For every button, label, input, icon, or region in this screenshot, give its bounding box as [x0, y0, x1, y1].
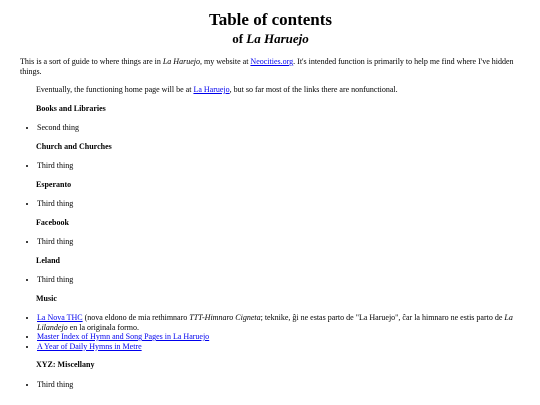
- section-list-esperanto: [20, 199, 521, 209]
- daily-hymns-link[interactable]: A Year of Daily Hymns in Metre: [37, 341, 142, 351]
- list-item: • Third thing: [37, 380, 521, 390]
- la-nova-thc-link[interactable]: La Nova THC: [37, 313, 83, 322]
- neocities-link[interactable]: Neocities.org: [250, 57, 294, 66]
- list-item: • Third thing: [37, 199, 521, 209]
- list-item-nova-thc: [37, 313, 521, 332]
- section-heading-miscellany: XYZ: Miscellany: [36, 360, 95, 369]
- section-heading-music: Music: [36, 293, 57, 303]
- section-list-leland: [20, 275, 521, 285]
- list-item-master-index: [37, 332, 521, 342]
- section-heading-books: Books and Libraries: [36, 103, 106, 113]
- intro-text-1: This is a sort of guide to where things are in: [20, 57, 163, 66]
- nova-thc-text-1: (nova eldono de mia rethimnaro: [82, 313, 190, 322]
- intro-paragraph: [20, 57, 521, 76]
- list-item: • Third thing: [37, 161, 521, 171]
- section-list-miscellany: [20, 380, 521, 390]
- list-item-daily-hymns: [37, 342, 521, 352]
- page-subtitle: [20, 31, 521, 47]
- list-item: • Third thing: [37, 237, 521, 247]
- nova-thc-text-2: ; teknike, ĝi ne estas parto de "La Haruejo", ĉar la himnaro ne estis parto de: [260, 313, 505, 322]
- subtitle-prefix: of: [232, 31, 244, 46]
- section-list-music: [20, 313, 521, 351]
- intro-text-3: . It's intended function is primarily to help me find where I've hidden things.: [20, 57, 514, 76]
- section-list-facebook: [20, 237, 521, 247]
- section-heading-leland: Leland: [36, 255, 61, 265]
- section-heading-facebook: Facebook: [36, 217, 69, 227]
- subtitle-site-name: La Haruejo: [246, 31, 309, 46]
- list-item: • Third thing: [37, 275, 521, 285]
- nova-thc-italic-1: TTT-Himnaro Cigneta: [189, 313, 261, 322]
- nova-thc-italic-2: La Lilandejo: [37, 313, 513, 332]
- note-text-1: Eventually, the functioning home page will be at: [36, 85, 194, 94]
- section-list-church: [20, 161, 521, 171]
- intro-site-name: La Haruejo: [162, 57, 200, 66]
- section-heading-esperanto: Esperanto: [36, 179, 72, 189]
- section-heading-church: Church and Churches: [36, 141, 112, 151]
- nova-thc-text-3: en la originala formo.: [67, 322, 139, 332]
- page-title: Table of contents: [208, 10, 333, 29]
- section-list-books: [20, 123, 521, 133]
- la-haruejo-link[interactable]: La Haruejo: [193, 85, 230, 94]
- master-index-link[interactable]: Master Index of Hymn and Song Pages in La Haruejo: [37, 332, 210, 341]
- homepage-note: [36, 85, 521, 95]
- note-text-2: , but so far most of the links there are nonfunctional.: [229, 85, 398, 94]
- list-item: • Second thing: [37, 123, 521, 133]
- intro-text-2: , my website at: [199, 57, 251, 66]
